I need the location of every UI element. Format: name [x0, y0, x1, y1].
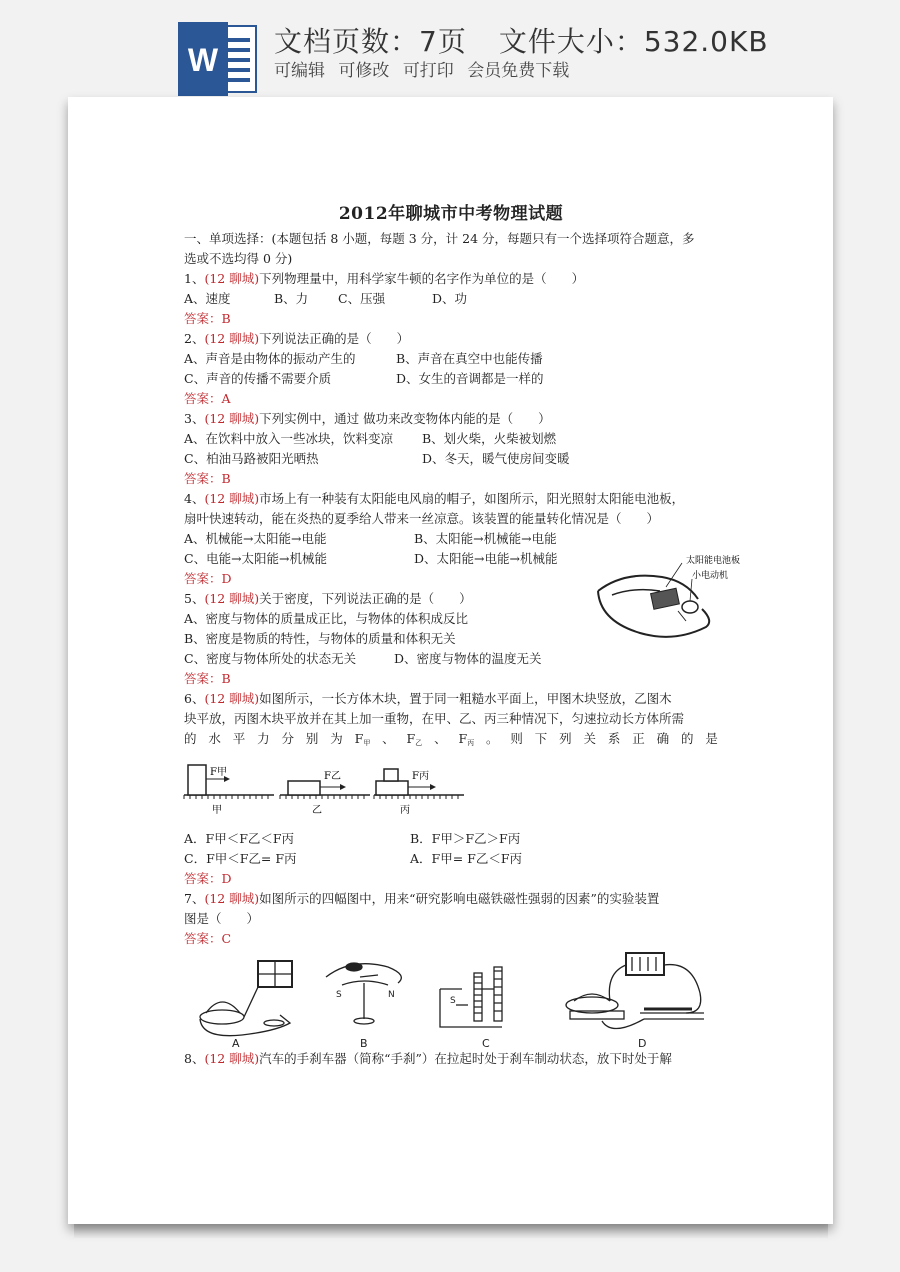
- q4-option-d: D、太阳能→电能→机械能: [414, 551, 558, 566]
- q5-option-a: A、密度与物体的质量成正比，与物体的体积成反比: [184, 611, 469, 626]
- question-7-cont: 图是（ ）: [184, 911, 260, 926]
- q2-answer: 答案：A: [184, 391, 231, 406]
- q3-option-a: A、在饮料中放入一些冰块，饮料变凉: [184, 431, 394, 446]
- force-bing: F丙: [412, 771, 429, 782]
- q6-option-a: A．F甲＜F乙＜F丙: [184, 831, 295, 846]
- q1-option-d: D、功: [432, 291, 468, 306]
- question-6: 6、(12 聊城)如图所示，一长方体木块，置于同一粗糙水平面上，甲图木块竖放，乙图木: [184, 691, 672, 706]
- q3-option-b: B、划火柴，火柴被划燃: [422, 431, 557, 446]
- svg-text:N: N: [388, 990, 395, 1000]
- force-jia: F甲: [210, 767, 227, 778]
- solar-hat-figure: [594, 551, 741, 651]
- q1-answer: 答案：B: [184, 311, 231, 326]
- feature-printable: 可打印: [402, 61, 454, 81]
- q6-option-d: A．F甲= F乙＜F丙: [410, 851, 522, 866]
- section-intro: 一、单项选择：(本题包括 8 小题，每题 3 分，计 24 分，每题只有一个选择项符合题意，多: [184, 231, 695, 246]
- q5-option-d: D、密度与物体的温度无关: [394, 651, 542, 666]
- q2-option-d: D、女生的音调都是一样的: [396, 371, 544, 386]
- electromagnet-apparatus-figure: [192, 953, 718, 1049]
- label-jia: 甲: [212, 805, 222, 816]
- doc-stats: [274, 20, 769, 60]
- section-intro-2: 选或不选均得 0 分): [184, 251, 293, 266]
- page-shadow: [74, 1224, 828, 1238]
- q4-answer: 答案：D: [184, 571, 232, 586]
- q2-option-b: B、声音在真空中也能传播: [396, 351, 543, 366]
- q1-option-b: B、力: [274, 291, 309, 306]
- question-2: 2、(12 聊城)下列说法正确的是（ ）: [184, 331, 410, 346]
- label-bing: 丙: [400, 805, 410, 816]
- feature-editable: 可编辑: [274, 61, 325, 81]
- q4-option-a: A、机械能→太阳能→电能: [184, 531, 327, 546]
- fig-label-a: A: [232, 1037, 240, 1050]
- q6-answer: 答案：D: [184, 871, 232, 886]
- question-8: 8、(12 聊城)汽车的手刹车器（简称“手刹”）在拉起时处于刹车制动状态，放下时处于解: [184, 1051, 672, 1066]
- q1-option-a: A、速度: [184, 291, 231, 306]
- fig-label-b: B: [360, 1037, 368, 1050]
- feature-modifiable: 可修改: [338, 61, 390, 81]
- file-size: 文件大小：532.0KB: [498, 25, 769, 58]
- q7-answer: 答案：C: [184, 931, 232, 946]
- question-5: 5、(12 聊城)关于密度，下列说法正确的是（ ）: [184, 591, 472, 606]
- q3-option-d: D、冬天，暖气使房间变暖: [422, 451, 570, 466]
- q2-option-a: A、声音是由物体的振动产生的: [184, 351, 356, 366]
- fig-label-c: C: [482, 1037, 490, 1050]
- document-page: [68, 97, 833, 1224]
- q5-option-c: C、密度与物体所处的状态无关: [184, 651, 357, 666]
- question-6-cont: 块平放，丙图木块平放并在其上加一重物，在甲、乙、丙三种情况下，匀速拉动长方体所需: [184, 711, 685, 726]
- question-7: 7、(12 聊城)如图所示的四幅图中，用来“研究影响电磁铁磁性强弱的因素”的实验装置: [184, 891, 660, 906]
- q3-answer: 答案：B: [184, 471, 231, 486]
- question-6-cont-2: 的 水 平 力 分 别 为 $F_甲$ 、 $F_乙$ 、 $F_丙$ 。 则 下 列 关 系 正 确 的 是: [184, 731, 718, 747]
- q5-answer: 答案：B: [184, 671, 231, 686]
- question-4: 4、(12 聊城)市场上有一种装有太阳能电风扇的帽子，如图所示，阳光照射太阳能电池板，: [184, 491, 685, 506]
- svg-text:S: S: [336, 990, 342, 1000]
- fig-label-d: D: [638, 1037, 647, 1050]
- question-1: 1、(12 聊城)下列物理量中，用科学家牛顿的名字作为单位的是（ ）: [184, 271, 585, 286]
- friction-blocks-figure: [184, 755, 474, 819]
- q2-option-c: C、声音的传播不需要介质: [184, 371, 332, 386]
- question-4-cont: 扇叶快速转动，能在炎热的夏季给人带来一丝凉意。该装置的能量转化情况是（ ）: [184, 511, 660, 526]
- word-document-icon: [178, 22, 258, 96]
- feature-list: [274, 56, 577, 81]
- q5-option-b: B、密度是物质的特性，与物体的质量和体积无关: [184, 631, 456, 646]
- label-yi: 乙: [312, 805, 322, 816]
- q6-option-b: B．F甲＞F乙＞F丙: [410, 831, 521, 846]
- q4-option-b: B、太阳能→机械能→电能: [414, 531, 557, 546]
- solar-panel-label: 太阳能电池板: [686, 556, 741, 566]
- q1-option-c: C、压强: [338, 291, 386, 306]
- page-count: 文档页数：7页: [274, 25, 467, 58]
- q6-option-c: C．F甲＜F乙= F丙: [184, 851, 297, 866]
- force-yi: F乙: [324, 771, 341, 782]
- document-title: 2012年聊城市中考物理试题: [338, 204, 564, 224]
- feature-member-download: 会员免费下载: [467, 61, 570, 81]
- download-header: [0, 0, 900, 100]
- svg-text:S: S: [450, 996, 456, 1006]
- q4-option-c: C、电能→太阳能→机械能: [184, 551, 328, 566]
- motor-label: 小电动机: [692, 571, 729, 581]
- q3-option-c: C、柏油马路被阳光晒热: [184, 451, 319, 466]
- svg-text:W: W: [187, 42, 219, 78]
- question-3: 3、(12 聊城)下列实例中，通过 做功来改变物体内能的是（ ）: [184, 411, 551, 426]
